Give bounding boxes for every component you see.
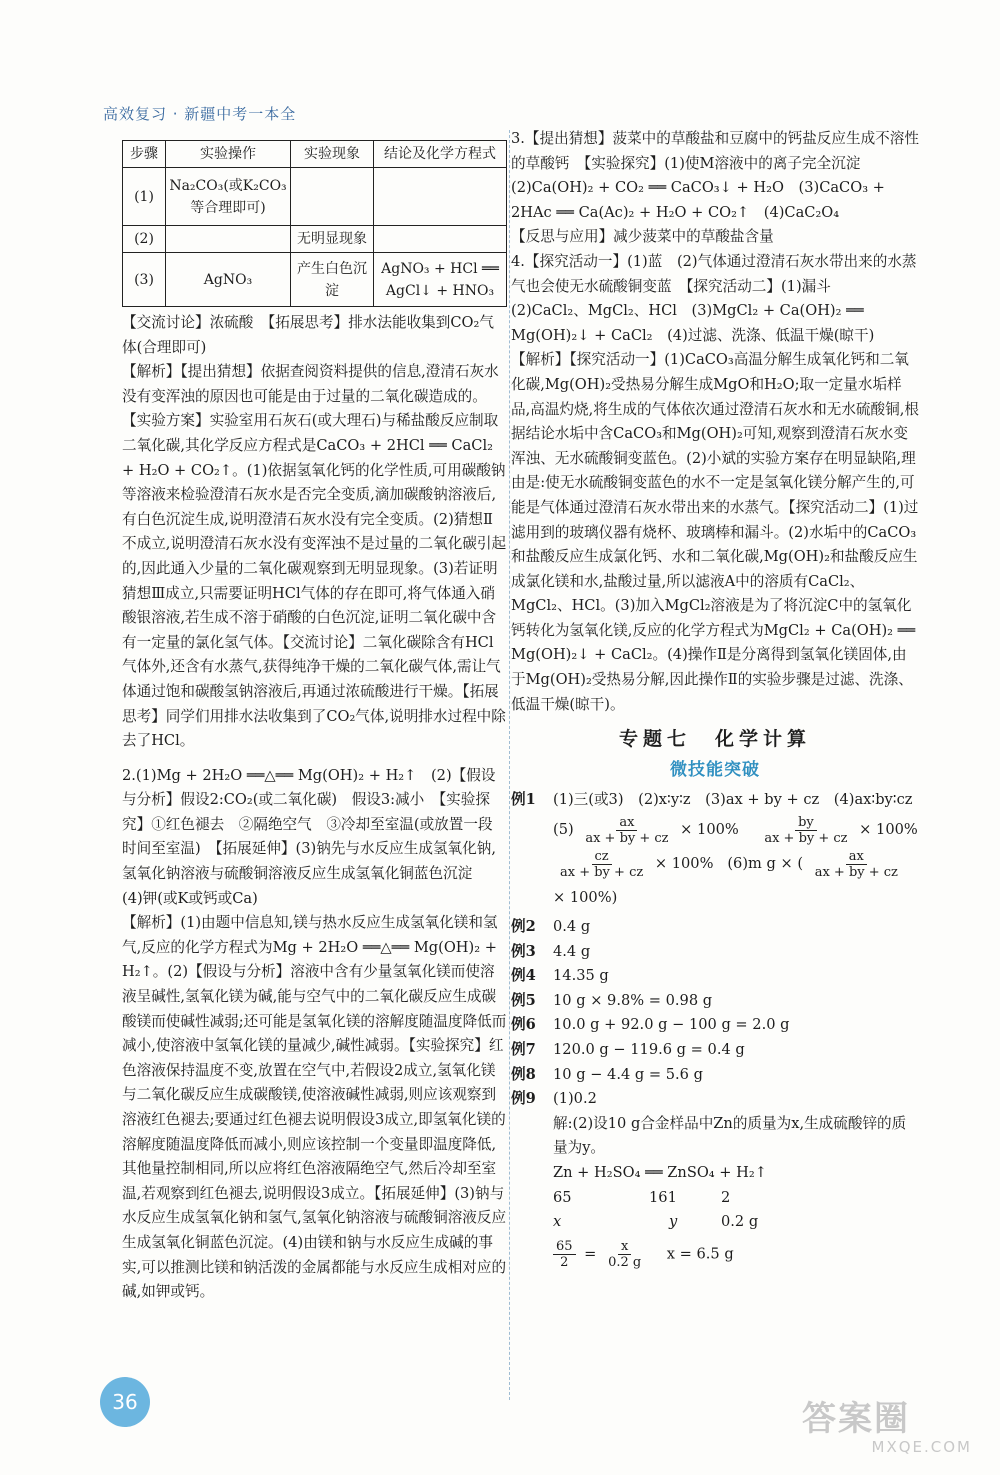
denominator: ax + by + cz: [764, 830, 848, 846]
mass-value: 0.2 g: [721, 1213, 759, 1231]
example-text: (1)三(或3) (2)x∶y∶z (3)ax + by + cz (4)ax∶by∶cz: [553, 791, 913, 809]
sub-title: 微技能突破: [670, 759, 760, 780]
right-column: [511, 127, 919, 1270]
mass-value: y: [669, 1213, 678, 1231]
running-header: 高效复习 · 新疆中考一本全: [103, 105, 297, 123]
example-item: [511, 1038, 919, 1063]
example-item: [511, 940, 919, 965]
part-label: (6)m g × (: [727, 855, 804, 873]
formula-line: [511, 813, 919, 847]
mass-value: 2: [721, 1188, 731, 1206]
table-cell: [374, 226, 507, 253]
section-title: 专题七 化学计算: [618, 728, 811, 751]
percent-factor: × 100%: [680, 821, 739, 839]
example-text: 10 g − 4.4 g = 5.6 g: [553, 1065, 703, 1083]
fraction: [557, 849, 646, 880]
ratio-result: x = 6.5 g: [666, 1245, 734, 1263]
table-cell: [374, 168, 507, 226]
denominator: ax + by + cz: [814, 864, 898, 880]
example-item: [511, 964, 919, 989]
solution-block: [511, 1112, 919, 1270]
column-divider: [509, 130, 510, 1400]
denominator: 2: [560, 1254, 569, 1270]
fraction: [582, 815, 671, 846]
fraction: [553, 1239, 576, 1270]
mass-value: 161: [649, 1188, 677, 1206]
table-header: 实验现象: [291, 141, 374, 168]
formula-line: [511, 847, 919, 915]
example-label: 例5: [511, 991, 536, 1009]
percent-factor: × 100%: [654, 855, 714, 873]
left-column: [122, 140, 507, 1305]
denominator: ax + by + cz: [560, 864, 644, 880]
mass-row: [553, 1186, 919, 1211]
table-cell: [291, 168, 374, 226]
example-item: [511, 989, 919, 1014]
example-label: 例9: [511, 1090, 536, 1108]
table-header: 结论及化学方程式: [374, 141, 507, 168]
fraction: [812, 849, 901, 880]
chemical-equation: Zn + H₂SO₄ ══ ZnSO₄ + H₂↑: [553, 1163, 767, 1181]
mass-row: [553, 1210, 919, 1235]
example-label: 例2: [511, 918, 536, 936]
table-row: [123, 226, 507, 253]
example-item: [511, 1063, 919, 1088]
example-label: 例3: [511, 942, 536, 960]
answer-paragraph: 4.【探究活动一】(1)蓝 (2)气体通过澄清石灰水带出来的水蒸气也会使无水硫酸铜变蓝 【探究活动二】(1)漏斗 (2)CaCl₂、MgCl₂、HCl (3)MgCl₂ + Ca(OH)₂ ══ Mg(OH)₂↓ + CaCl₂ (4)过滤、洗涤、低温干燥(晾干): [511, 252, 917, 344]
explanation-paragraph: 【解析】【探究活动一】(1)CaCO₃高温分解生成氧化钙和二氧化碳,Mg(OH)₂受热易分解生成MgO和H₂O;取一定量水垢样品,高温灼烧,将生成的气体依次通过澄清石灰水和无水硫酸铜,根据结论水垢中含CaCO₃和Mg(OH)₂可知,观察到澄清石灰水变浑浊、无水硫酸铜变蓝色。(2)小斌的实验方案存在明显缺陷,理由是:使无水硫酸铜变蓝色的水不一定是氢氧化镁分解产生的,可能是气体通过澄清石灰水带出来的水蒸气。【探究活动二】(1)过滤用到的玻璃仪器有烧杯、玻璃棒和漏斗。(2)水垢中的CaCO₃和盐酸反应生成氯化钙、水和二氧化碳,Mg(OH)₂和盐酸反应生成氯化镁和水,盐酸过量,所以滤液A中的溶质有CaCl₂、MgCl₂、HCl。(3)加入MgCl₂溶液是为了将沉淀C中的氢氧化钙转化为氢氧化镁,反应的化学方程式为MgCl₂ + Ca(OH)₂ ══ Mg(OH)₂↓ + CaCl₂。(4)操作Ⅱ是分离得到氢氧化镁固体,由于Mg(OH)₂受热易分解,因此操作Ⅱ的实验步骤是过滤、洗涤、低温干燥(晾干)。: [511, 351, 919, 713]
example-item: [511, 915, 919, 940]
table-header: 实验操作: [166, 141, 291, 168]
denominator: 0.2 g: [608, 1254, 642, 1270]
part-label: (5): [553, 821, 574, 839]
answer-paragraph: 【反思与应用】减少菠菜中的草酸盐含量: [511, 228, 774, 246]
table-cell: [166, 226, 291, 253]
example-text: 0.4 g: [553, 918, 591, 936]
example-label: 例7: [511, 1041, 536, 1058]
page-number-badge: 36: [100, 1377, 150, 1427]
numerator: by: [795, 815, 817, 831]
fraction: [605, 1239, 644, 1270]
table-row: [123, 168, 507, 226]
example-label: 例1: [511, 791, 536, 809]
numerator: x: [618, 1239, 631, 1255]
fraction: [761, 815, 850, 846]
mass-value: x: [553, 1213, 562, 1231]
example-label: 例4: [511, 967, 536, 985]
solution-intro: 解:(2)设10 g合金样品中Zn的质量为x,生成硫酸锌的质量为y。: [553, 1114, 907, 1157]
numerator: cz: [592, 849, 612, 865]
example-item: [511, 788, 919, 813]
example-text: 10.0 g + 92.0 g − 100 g = 2.0 g: [553, 1016, 790, 1034]
table-header-row: [123, 141, 507, 168]
example-text: (1)0.2: [553, 1090, 597, 1108]
table-cell: (3): [123, 253, 166, 307]
percent-factor: × 100%: [859, 821, 918, 839]
example-text: 10 g × 9.8% = 0.98 g: [553, 991, 713, 1009]
example-text: 4.4 g: [553, 942, 591, 960]
ratio-line: $\frac{65}{2}$ = $\frac{x}{0.2 g}$ x = 6.5 g: [553, 1239, 919, 1270]
example-item: [511, 1013, 919, 1038]
watermark-site: MXQE.COM: [871, 1438, 972, 1456]
explanation-paragraph: 【解析】(1)由题中信息知,镁与热水反应生成氢氧化镁和氢气,反应的化学方程式为Mg + 2H₂O ══△══ Mg(OH)₂ + H₂↑。(2)【假设与分析】溶液中含有少量氢氧化镁而使溶液呈碱性,氢氧化镁为碱,能与空气中的二氧化碳反应生成碳酸镁而使碱性减弱;还可能是氢氧化镁的溶解度随温度降低而减小,使溶液中氢氧化镁的量减少,碱性减弱。【实验探究】红色溶液保持温度不变,放置在空气中,若假设2成立,氢氧化镁与二氧化碳反应生成碳酸镁,使溶液碱性减弱,则应该观察到溶液红色褪去;要通过红色褪去说明假设3成立,即氢氧化镁的溶解度随温度降低而减小,则应该控制一个变量即温度降低,其他量控制相同,所以应将红色溶液隔绝空气,然后冷却至室温,若观察到红色褪去,说明假设3成立。【拓展延伸】(3)钠与水反应生成氢氧化钠和氢气,氢氧化钠溶液与硫酸铜溶液反应生成氢氧化铜蓝色沉淀。(4)由镁和钠与水反应生成碱的事实,可以推测比镁和钠活泼的金属都能与水反应生成相对应的碱,如钾或钙。: [122, 914, 507, 1301]
table-row: [123, 253, 507, 307]
watermark-logo: [802, 1400, 972, 1458]
table-cell: (1): [123, 168, 166, 226]
mass-value: 65: [553, 1188, 572, 1206]
table-header: 步骤: [123, 141, 166, 168]
table-cell: (2): [123, 226, 166, 253]
numerator: ax: [846, 849, 867, 865]
table-cell: AgNO₃: [166, 253, 291, 307]
numerator: ax: [616, 815, 637, 831]
example-label: 例8: [511, 1065, 536, 1083]
percent-factor: × 100%): [553, 889, 618, 907]
experiment-table: [122, 140, 507, 307]
numerator: 65: [553, 1239, 576, 1255]
example-text: 120.0 g − 119.6 g = 0.4 g: [553, 1041, 745, 1058]
table-cell: AgNO₃ + HCl ══ AgCl↓ + HNO₃: [374, 253, 507, 307]
denominator: ax + by + cz: [585, 830, 669, 846]
table-cell: 产生白色沉淀: [291, 253, 374, 307]
answer-paragraph: 【交流讨论】浓硫酸 【拓展思考】排水法能收集到CO₂气体(合理即可): [122, 314, 494, 356]
explanation-paragraph: 【解析】【提出猜想】依据查阅资料提供的信息,澄清石灰水没有变浑浊的原因也可能是由于过量的二氧化碳造成的。【实验方案】实验室用石灰石(或大理石)与稀盐酸反应制取二氧化碳,其化学反应方程式是CaCO₃ + 2HCl ══ CaCl₂ + H₂O + CO₂↑。(1)依据氢氧化钙的化学性质,可用碳酸钠等溶液来检验澄清石灰水是否完全变质,滴加碳酸钠溶液后,有白色沉淀生成,说明澄清石灰水没有完全变质。(2)猜想Ⅱ不成立,说明澄清石灰水没有变浑浊不是过量的二氧化碳引起的,因此通入少量的二氧化碳观察到无明显现象。(3)若证明猜想Ⅲ成立,只需要证明HCl气体的存在即可,将气体通入硝酸银溶液,若生成不溶于硝酸的白色沉淀,证明二氧化碳中含有一定量的氯化氢气体。【交流讨论】二氧化碳除含有HCl气体外,还含有水蒸气,获得纯净干燥的二氧化碳气体,需让气体通过饱和碳酸氢钠溶液后,再通过浓硫酸进行干燥。【拓展思考】同学们用排水法收集到了CO₂气体,说明排水过程中除去了HCl。: [122, 363, 507, 750]
watermark-text: 答案圈: [802, 1399, 910, 1439]
table-cell: Na₂CO₃(或K₂CO₃等合理即可): [166, 168, 291, 226]
example-item: [511, 1087, 919, 1112]
example-text: 14.35 g: [553, 967, 609, 985]
example-list: [511, 915, 919, 1112]
answer-paragraph: 3.【提出猜想】菠菜中的草酸盐和豆腐中的钙盐反应生成不溶性的草酸钙 【实验探究】(1)使M溶液中的离子完全沉淀 (2)Ca(OH)₂ + CO₂ ══ CaCO₃↓ + H₂O (3)CaCO₃ + 2HAc ══ Ca(Ac)₂ + H₂O + CO₂↑ (4)CaC₂O₄: [511, 130, 919, 221]
example-label: 例6: [511, 1016, 536, 1034]
answer-paragraph: 2.(1)Mg + 2H₂O ══△══ Mg(OH)₂ + H₂↑ (2)【假设与分析】假设2:CO₂(或二氧化碳) 假设3:减小 【实验探究】①红色褪去 ②隔绝空气 ③冷却至室温(或放置一段时间至室温) 【拓展延伸】(3)钠先与水反应生成氢氧化钠,氢氧化钠溶液与硫酸铜溶液反应生成氢氧化铜蓝色沉淀 (4)钾(或K或钙或Ca): [122, 766, 496, 907]
table-cell: 无明显现象: [291, 226, 374, 253]
